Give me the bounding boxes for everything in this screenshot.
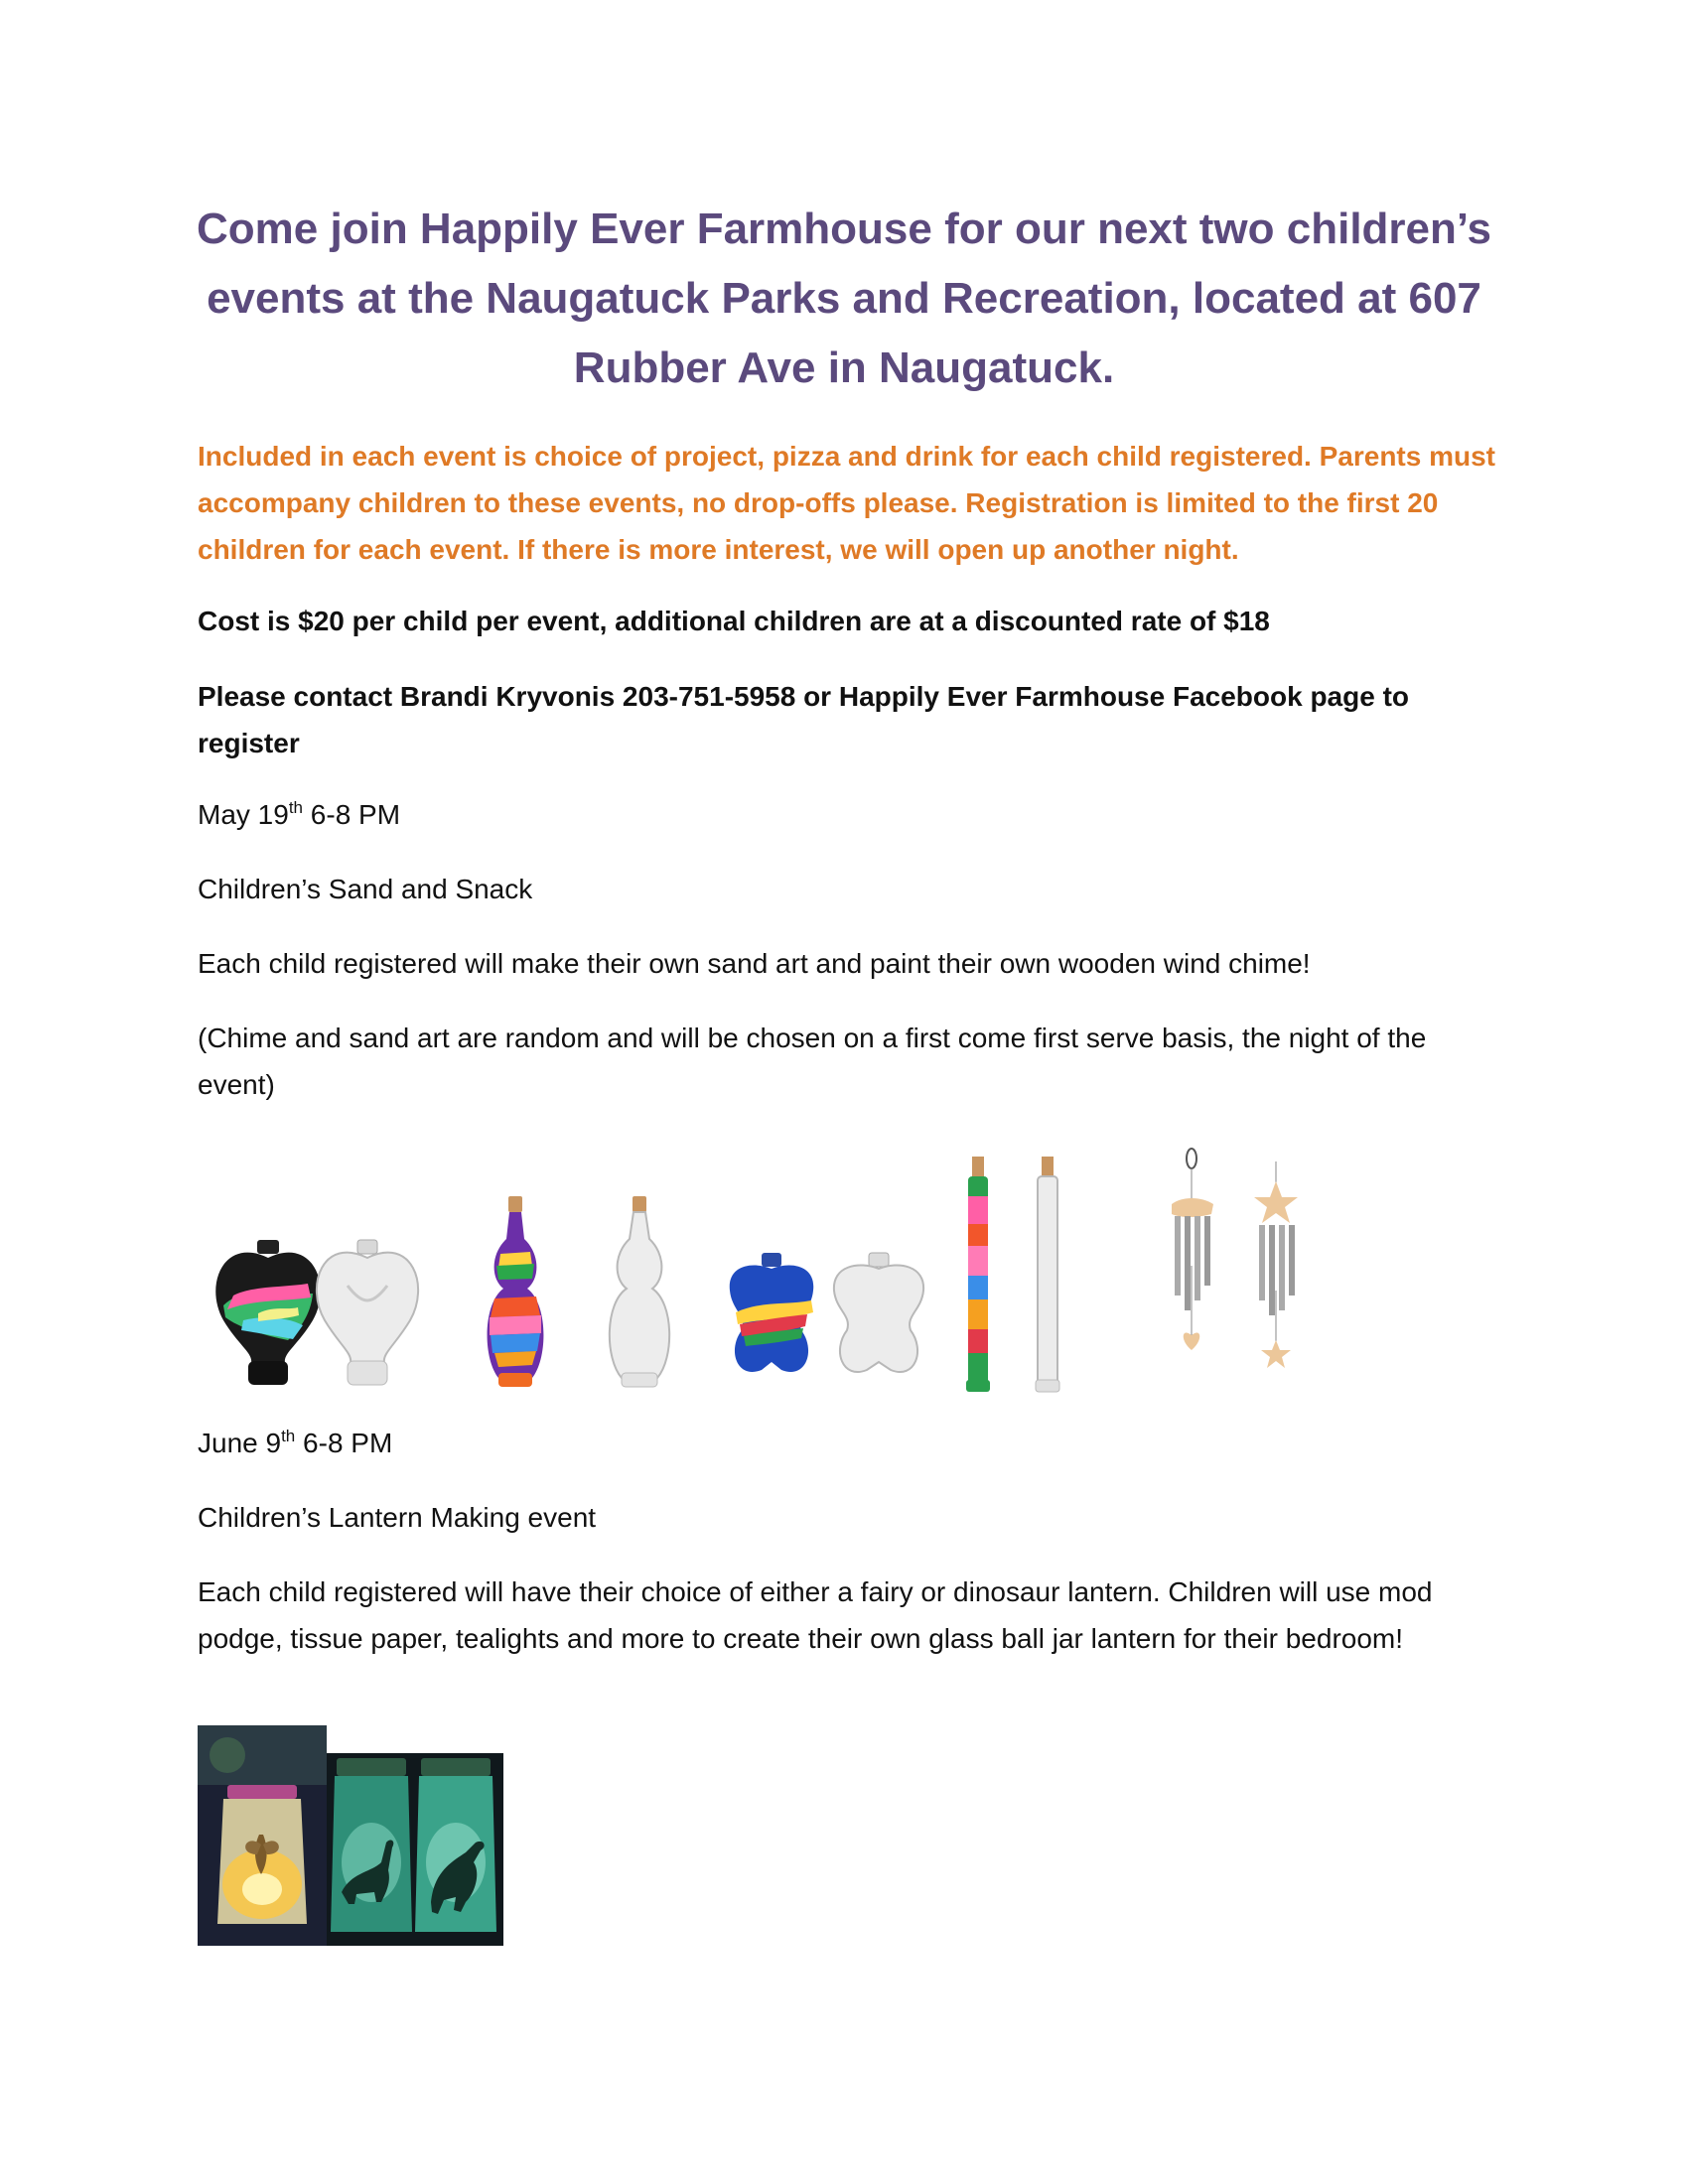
tube-bottle-filled-icon xyxy=(956,1157,1000,1395)
cost-paragraph: Cost is $20 per child per event, additional children are at a discounted rate of $18 xyxy=(198,606,1270,636)
gourd-bottle-filled-icon xyxy=(481,1194,550,1393)
event2-date xyxy=(198,1420,1498,1466)
event2-date-day: June 9 xyxy=(198,1428,282,1458)
event1-title: Children’s Sand and Snack xyxy=(198,874,533,904)
event1-description: Each child registered will make their own sand art and paint their own wooden wind chime! xyxy=(198,948,1311,979)
event2-date-time: 6-8 PM xyxy=(295,1428,393,1458)
butterfly-bottle-filled-icon xyxy=(722,1251,821,1390)
heart-wind-chime-icon xyxy=(1152,1147,1231,1375)
event1-date-day: May 19 xyxy=(198,799,289,830)
event1-date-suffix-sup: th xyxy=(288,798,304,817)
butterfly-bottle-empty-icon xyxy=(824,1251,933,1390)
heart-bottle-empty-icon xyxy=(308,1236,427,1390)
tube-bottle-empty-icon xyxy=(1026,1157,1069,1395)
dinosaur-lantern-photo xyxy=(327,1753,503,1946)
event1-date xyxy=(198,791,1498,838)
star-wind-chime-icon xyxy=(1236,1161,1316,1380)
event1-note: (Chime and sand art are random and will be chosen on a first come first serve basis, the night of the event) xyxy=(198,1023,1427,1100)
event2-title: Children’s Lantern Making event xyxy=(198,1502,597,1533)
fairy-lantern-photo xyxy=(198,1725,327,1946)
event1-date-time: 6-8 PM xyxy=(303,799,401,830)
event2-date-suffix-sup: th xyxy=(281,1427,296,1445)
contact-paragraph: Please contact Brandi Kryvonis 203-751-5958 or Happily Ever Farmhouse Facebook page to register xyxy=(198,681,1410,758)
page-title: Come join Happily Ever Farmhouse for our next two children’s events at the Naugatuck Parks and Recreation, located at 607 Rubber Ave in Naugatuck. xyxy=(197,205,1491,392)
gourd-bottle-empty-icon xyxy=(600,1194,679,1393)
included-paragraph: Included in each event is choice of project, pizza and drink for each child registered. Parents must accompany children to these events, no drop-offs please. Registration is limited to the first 20 children for each event. If there is more interest, we will open up another night. xyxy=(198,441,1496,565)
event2-description: Each child registered will have their choice of either a fairy or dinosaur lantern. Children will use mod podge, tissue paper, tealights and more to create their own glass ball jar lantern for their bedroom! xyxy=(198,1576,1433,1654)
